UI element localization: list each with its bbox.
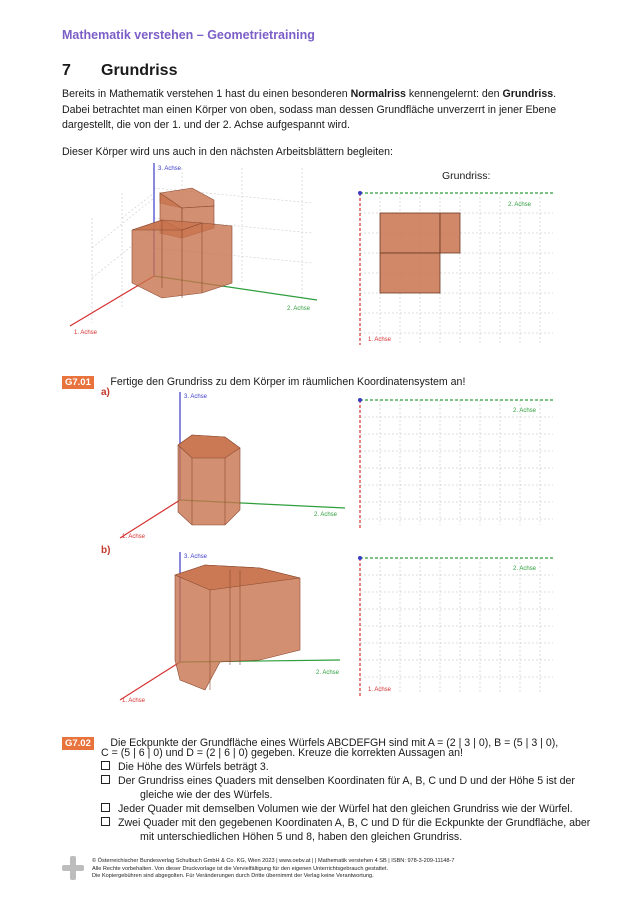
page-header: Mathematik verstehen – Geometrietraining [62,28,315,42]
grid-b-axis2-label: 2. Achse [513,566,537,572]
chapter-number: 7 [62,62,71,79]
intro-sentence: Dieser Körper wird uns auch in den nächsten Arbeitsblättern begleiten: [62,146,393,158]
subtask-a-label: a) [101,387,110,398]
option-4[interactable]: Zwei Quader mit den gegebenen Koordinaten A, B, C und D für die Eckpunkte der Grundfläche, aber [101,816,590,830]
axis1-label-b: 1. Achse [122,698,146,704]
task-a-3d-figure [100,390,350,540]
grid-a-axis2-label: 2. Achse [513,408,537,414]
option-4-cont: mit unterschiedlichen Höhen 5 und 8, haben den gleichen Grundriss. [140,831,463,843]
grundriss-label: Grundriss: [442,170,491,182]
axis1-label-a: 1. Achse [122,534,146,540]
publisher-logo-icon [62,856,86,880]
example-3d-figure [62,158,322,338]
option-2[interactable]: Der Grundriss eines Quaders mit denselben Koordinaten für A, B, C und D und der Höhe 5 ist der [101,774,575,788]
checkbox[interactable] [101,817,110,826]
axis3-label-a: 3. Achse [184,394,208,400]
option-1[interactable]: Die Höhe des Würfels beträgt 3. [101,760,269,774]
grid-axis2-label: 2. Achse [508,202,532,208]
task-tag-2: G7.02 [62,737,94,750]
task-g701: G7.01 Fertige den Grundriss zu dem Körper im räumlichen Koordinatensystem an! [62,372,465,390]
task-g702: G7.02 Die Eckpunkte der Grundfläche eines Würfels ABCDEFGH sind mit A = (2 | 3 | 0), B = (5 | 3 | 0), [62,733,602,751]
axis1-label: 1. Achse [74,330,98,336]
checkbox[interactable] [101,775,110,784]
task-b-3d-figure [110,550,350,705]
grundriss-grid-b[interactable] [348,548,558,698]
grundriss-grid-a[interactable] [348,390,558,530]
axis2-label: 2. Achse [287,306,311,312]
option-3[interactable]: Jeder Quader mit demselben Volumen wie der Würfel hat den gleichen Grundriss wie der Würfel. [101,802,573,816]
chapter-title: Grundriss [101,62,178,79]
task-g702-line2: C = (5 | 6 | 0) und D = (2 | 6 | 0) gegeben. Kreuze die korrekten Aussagen an! [101,747,463,759]
subtask-b-label: b) [101,545,111,556]
footer: © Österreichischer Bundesverlag Schulbuch GmbH & Co. KG, Wien 2023 | www.oebv.at | | Mathematik verstehen 4 SB | ISBN: 978-3-209-11148-7 Alle Rechte vorbehalten. Von dieser Druckvorlage ist die Vervielfältigung für den eigenen Unterrichtsgebrauch gestattet. Die Kopiergebühren sind abgegolten. Für Veränderungen durch Dritte übernimmt der Verlag keine Verantwortung. [92,858,455,879]
axis2-label-b: 2. Achse [316,670,340,676]
grid-b-axis1-label: 1. Achse [368,687,392,693]
axis2-label-a: 2. Achse [314,512,338,518]
grundriss-grid-example [348,183,558,348]
grid-axis1-label: 1. Achse [368,337,392,343]
task-tag: G7.01 [62,376,94,389]
option-2-cont: gleiche wie der des Würfels. [140,789,273,801]
checkbox[interactable] [101,803,110,812]
axis3-label-b: 3. Achse [184,554,208,560]
checkbox[interactable] [101,761,110,770]
intro-paragraph: Bereits in Mathematik verstehen 1 hast du einen besonderen Normalriss kennengelernt: den Grundriss. Dabei betrachtet man einen Körper von oben, sodass man dessen Grundfläche unverzerrt in jener Ebene dargestellt, die von der 1. und der 2. Achse aufgespannt wird. [62,88,557,132]
axis3-label: 3. Achse [158,166,182,172]
